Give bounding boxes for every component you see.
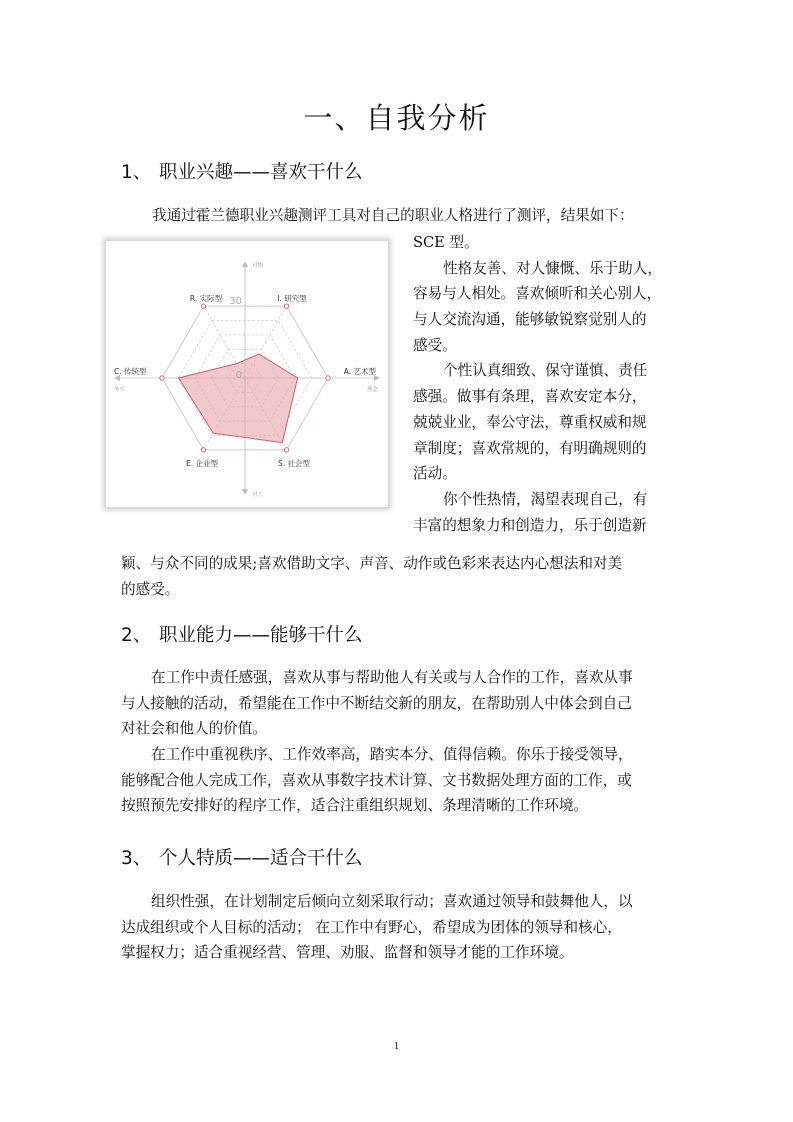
section-title: 个人特质——适合干什么 xyxy=(159,848,363,869)
holland-radar-figure xyxy=(106,241,388,507)
text-line: 丰富的想象力和创造力，乐于创造新 xyxy=(413,516,647,534)
text-line: 与人交流沟通，能够敏锐察觉别人的 xyxy=(413,311,647,329)
intro-paragraph: 我通过霍兰德职业兴趣测评工具对自己的职业人格进行了测评，结果如下： xyxy=(152,207,634,224)
text-line: 的感受。 xyxy=(121,580,180,598)
axis-label-left: 务实 xyxy=(114,387,126,393)
text-line: 感受。 xyxy=(413,336,457,354)
section-heading-2 xyxy=(121,621,363,647)
text-line: 章制度；喜欢常规的，有明确规则的 xyxy=(413,439,647,457)
category-label: A. 艺术型 xyxy=(343,367,376,376)
result-text: SCE 型。 xyxy=(413,234,479,251)
text-line: 性格友善、对人慷慨、乐于助人， xyxy=(443,259,662,277)
page-title: 一、自我分析 xyxy=(303,101,490,135)
section-number: 3、 xyxy=(121,848,152,869)
axis-label-top: 对物 xyxy=(252,263,264,269)
arrow-up-icon xyxy=(242,261,248,267)
category-label: I. 研究型 xyxy=(277,294,307,303)
text-line: 活动。 xyxy=(413,465,457,483)
text-line: 兢兢业业，奉公守法，尊重权威和规 xyxy=(413,413,647,431)
text-line: 感强。做事有条理，喜欢安定本分， xyxy=(413,388,647,406)
vertex-marker xyxy=(160,376,164,380)
text-line: 颖、与众不同的成果;喜欢借助文字、声音、动作或色彩来表达内心想法和对美 xyxy=(121,555,623,572)
right-column-text xyxy=(413,230,662,538)
section-title: 职业兴趣——喜欢干什么 xyxy=(159,162,363,183)
axis-label-right: 理念 xyxy=(366,387,378,393)
section-title: 职业能力——能够干什么 xyxy=(159,625,363,646)
vertex-marker xyxy=(284,304,288,308)
tick-label-max: 30 xyxy=(229,296,242,307)
vertex-marker xyxy=(326,376,330,380)
axis-label-bottom: 对人 xyxy=(252,492,264,498)
category-label: E. 企业型 xyxy=(185,459,219,468)
text-line: 你个性热情，渴望表现自己，有 xyxy=(443,490,648,508)
category-label: R. 实际型 xyxy=(189,294,223,303)
text-line: 达成组织或个人目标的活动； 在工作中有野心，希望成为团体的领导和核心， xyxy=(121,918,622,936)
text-line: 按照预先安排好的程序工作，适合注重组织规划、条理清晰的工作环境。 xyxy=(121,797,589,815)
paragraph-continuation xyxy=(121,551,622,602)
data-polygon xyxy=(179,354,298,443)
section-number: 1、 xyxy=(121,162,152,183)
text-line: 对社会和他人的价值。 xyxy=(121,720,267,738)
section-3-body xyxy=(121,889,633,966)
radar-chart xyxy=(106,241,388,507)
text-line: 组织性强，在计划制定后倾向立刻采取行动；喜欢通过领导和鼓舞他人，以 xyxy=(151,893,633,910)
arrow-down-icon xyxy=(242,489,248,495)
tick-label-min: 0 xyxy=(235,370,242,381)
category-label: S. 社会型 xyxy=(277,459,311,468)
text-line: 掌握权力；适合重视经营、管理、劝服、监督和领导才能的工作环境。 xyxy=(121,944,574,962)
text-line: 个性认真细致、保守谨慎、责任 xyxy=(443,362,648,380)
vertex-marker xyxy=(284,448,288,452)
vertex-marker xyxy=(201,448,205,452)
page-number: 1 xyxy=(393,1040,400,1052)
text-line: 能够配合他人完成工作，喜欢从事数字技术计算、文书数据处理方面的工作，或 xyxy=(121,771,632,789)
section-heading-1 xyxy=(121,158,363,184)
category-label: C. 传统型 xyxy=(114,367,147,376)
section-heading-3 xyxy=(121,844,363,870)
text-line: 容易与人相处。喜欢倾听和关心别人， xyxy=(413,285,662,303)
text-line: 与人接触的活动，希望能在工作中不断结交新的朋友，在帮助别人中体会到自己 xyxy=(121,694,632,712)
text-line: 在工作中责任感强，喜欢从事与帮助他人有关或与人合作的工作，喜欢从事 xyxy=(151,669,633,686)
section-2-body xyxy=(121,665,633,819)
vertex-marker xyxy=(201,304,205,308)
text-line: 在工作中重视秩序、工作效率高，踏实本分、值得信赖。你乐于接受领导， xyxy=(151,746,633,764)
section-number: 2、 xyxy=(121,625,152,646)
